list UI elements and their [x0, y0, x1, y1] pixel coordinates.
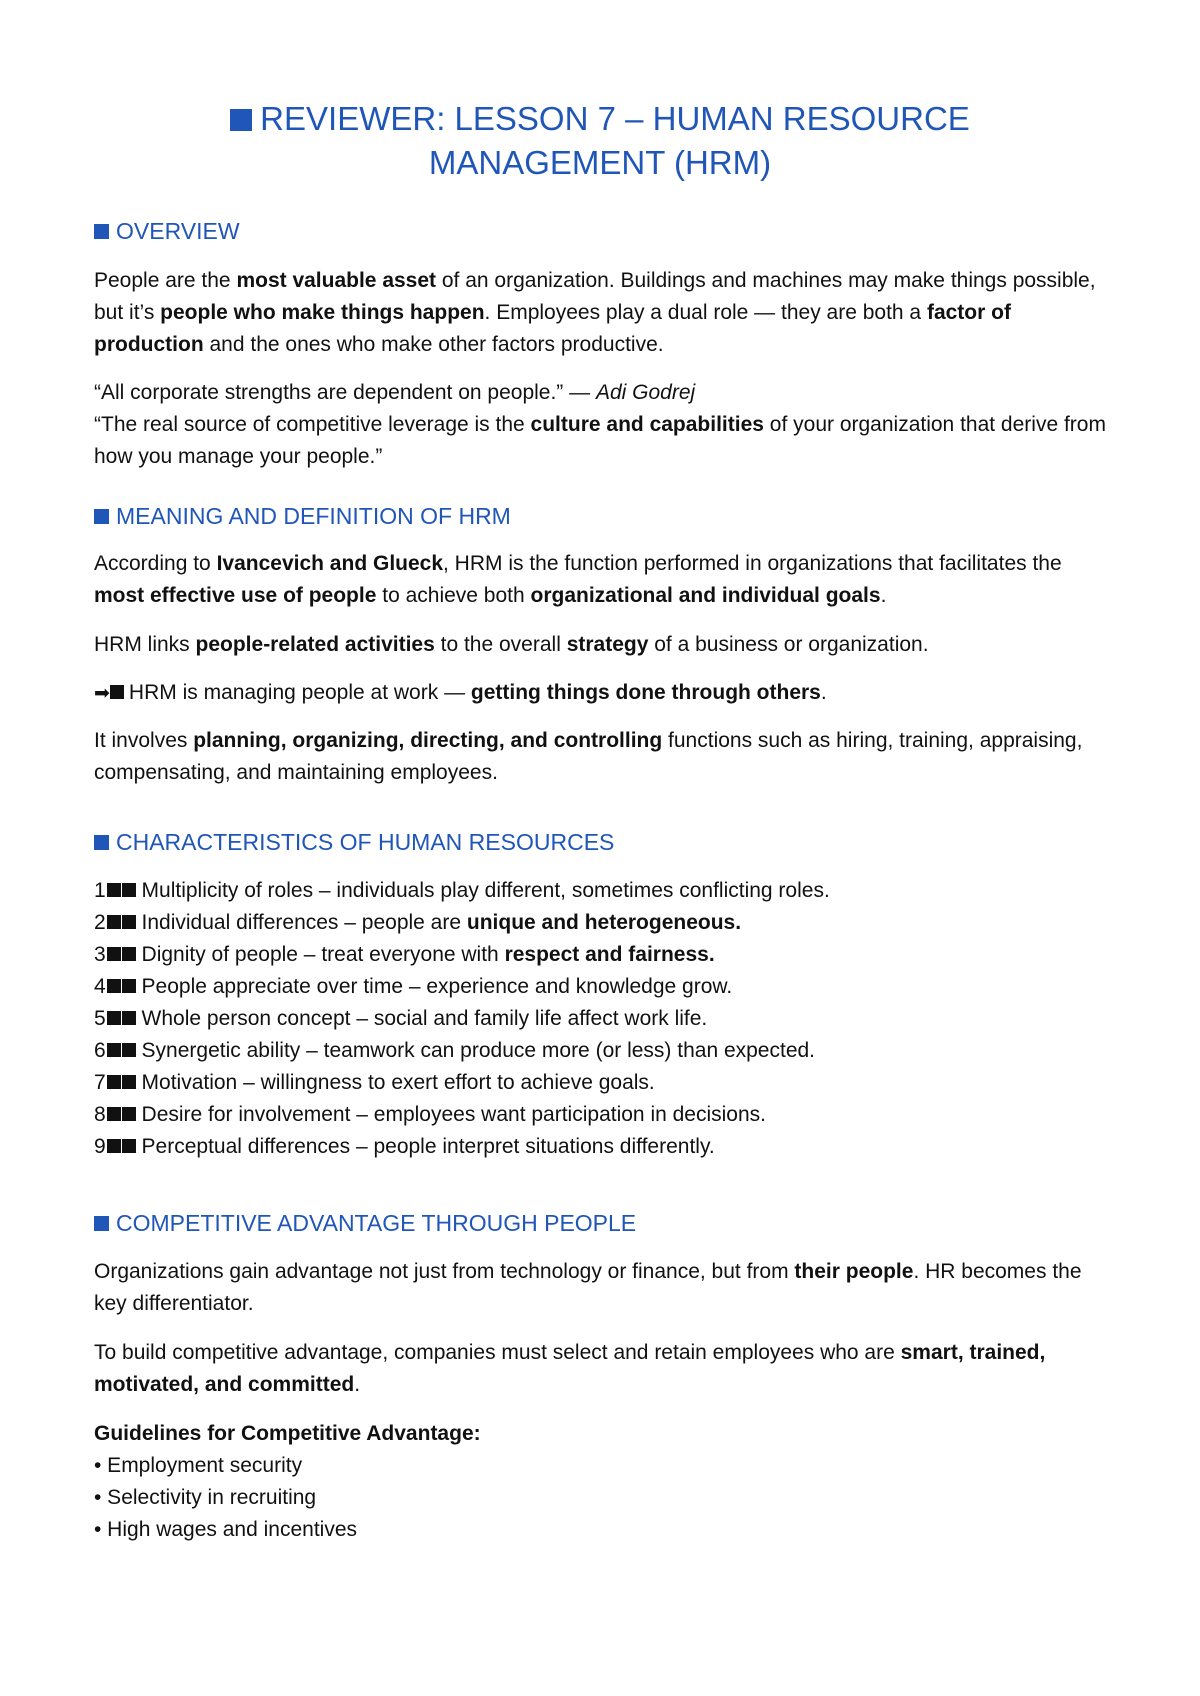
hrm-functions-paragraph: It involves planning, organizing, directing, and controlling functions such as hiring, training, appraising, compensating, and maintaining employees.: [94, 729, 1083, 784]
guidelines-title: Guidelines for Competitive Advantage:: [94, 1422, 481, 1445]
right-arrow-icon: ➡: [94, 682, 110, 704]
advantage-paragraph-2: To build competitive advantage, companies must select and retain employees who are smart, trained, motivated, and committed.: [94, 1341, 1046, 1396]
square-bullet-icon: [122, 947, 136, 961]
section-heading-overview: OVERVIEW: [94, 216, 1106, 246]
guideline-item: • Selectivity in recruiting: [94, 1486, 317, 1509]
square-bullet-icon: [107, 1139, 121, 1153]
list-item: 2 Individual differences – people are unique and heterogeneous.: [94, 911, 742, 934]
square-bullet-icon: [122, 1107, 136, 1121]
definition-paragraph: According to Ivancevich and Glueck, HRM is the function performed in organizations that facilitates the most effective use of people to achieve both organizational and individual goals.: [94, 552, 1062, 607]
section-heading-characteristics: CHARACTERISTICS OF HUMAN RESOURCES: [94, 827, 1106, 857]
item-number: 4: [94, 975, 106, 998]
square-bullet-icon: [122, 1043, 136, 1057]
guideline-item: • High wages and incentives: [94, 1518, 358, 1541]
square-bullet-icon: [107, 915, 121, 929]
list-item: 6 Synergetic ability – teamwork can produce more (or less) than expected.: [94, 1039, 816, 1062]
square-bullet-icon: [94, 509, 109, 524]
square-bullet-icon: [94, 224, 109, 239]
square-bullet-icon: [122, 915, 136, 929]
guideline-item: • Employment security: [94, 1454, 303, 1477]
list-item: 4 People appreciate over time – experience and knowledge grow.: [94, 975, 733, 998]
hrm-managing-paragraph: ➡ HRM is managing people at work — getting things done through others.: [94, 681, 827, 704]
item-number: 5: [94, 1007, 106, 1030]
square-bullet-icon: [122, 979, 136, 993]
list-item: 3 Dignity of people – treat everyone with respect and fairness.: [94, 943, 715, 966]
square-bullet-icon: [107, 1043, 121, 1057]
overview-paragraph: People are the most valuable asset of an organization. Buildings and machines may make things possible, but it’s people who make things happen. Employees play a dual role — they are both a factor of production and the ones who make other factors productive.: [94, 269, 1096, 356]
section-heading-advantage: COMPETITIVE ADVANTAGE THROUGH PEOPLE: [94, 1208, 1106, 1238]
advantage-paragraph-1: Organizations gain advantage not just from technology or finance, but from their people. HR becomes the key differentiator.: [94, 1260, 1082, 1315]
item-number: 7: [94, 1071, 106, 1094]
square-bullet-icon: [122, 1139, 136, 1153]
quote-godrej: “All corporate strengths are dependent on people.” — Adi Godrej: [94, 381, 696, 404]
document-title: REVIEWER: LESSON 7 – HUMAN RESOURCE MANAGEMENT (HRM): [94, 0, 1106, 185]
item-number: 1: [94, 879, 106, 902]
square-bullet-icon: [122, 1075, 136, 1089]
quote-competitive-leverage: “The real source of competitive leverage is the culture and capabilities of your organization that derive from how you manage your people.”: [94, 413, 1106, 468]
square-bullet-icon: [94, 835, 109, 850]
square-bullet-icon: [122, 1011, 136, 1025]
square-bullet-icon: [122, 883, 136, 897]
square-bullet-icon: [94, 1216, 109, 1231]
item-number: 3: [94, 943, 106, 966]
hrm-links-paragraph: HRM links people-related activities to the overall strategy of a business or organization.: [94, 633, 929, 656]
list-item: 5 Whole person concept – social and family life affect work life.: [94, 1007, 708, 1030]
list-item: 9 Perceptual differences – people interpret situations differently.: [94, 1135, 715, 1158]
square-bullet-icon: [107, 1011, 121, 1025]
characteristics-list: [94, 875, 1106, 1163]
square-bullet-icon: [110, 685, 124, 699]
item-number: 2: [94, 911, 106, 934]
square-bullet-icon: [107, 883, 121, 897]
square-bullet-icon: [107, 1075, 121, 1089]
section-heading-meaning: MEANING AND DEFINITION OF HRM: [94, 501, 1106, 531]
item-number: 8: [94, 1103, 106, 1126]
list-item: 1 Multiplicity of roles – individuals play different, sometimes conflicting roles.: [94, 879, 830, 902]
square-bullet-icon: [107, 979, 121, 993]
square-bullet-icon: [107, 947, 121, 961]
list-item: 7 Motivation – willingness to exert effort to achieve goals.: [94, 1071, 655, 1094]
item-number: 9: [94, 1135, 106, 1158]
quote-author: Adi Godrej: [595, 381, 696, 404]
item-number: 6: [94, 1039, 106, 1062]
square-bullet-icon: [107, 1107, 121, 1121]
guidelines-list: [94, 1450, 1106, 1546]
square-bullet-icon: [230, 109, 252, 131]
list-item: 8 Desire for involvement – employees want participation in decisions.: [94, 1103, 767, 1126]
